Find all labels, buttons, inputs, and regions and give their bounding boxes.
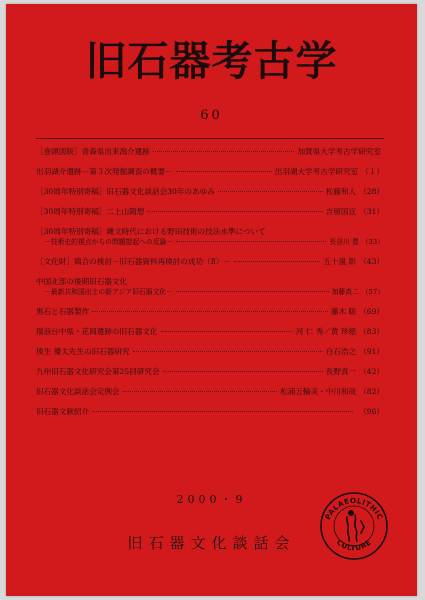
toc-entry-author: 白石浩之 [325,347,357,356]
toc-leader [176,171,272,172]
toc-entry [36,347,384,357]
toc-leader [218,191,323,192]
toc-entry-title: 九州旧石器文化研究会第25回研究会 [36,367,160,376]
toc-entry-author: 長野真一 [325,367,357,376]
toc-entry [36,207,384,217]
toc-entry-page: （42） [359,367,384,376]
seal-figure-icon [347,511,364,541]
toc-entry-subtitle: －最新共和国出土の新アジア旧石器文化－ [44,288,173,296]
toc-entry-author: 加賀県大学考古学研究室 [297,147,381,156]
toc-leader [163,371,323,372]
journal-title: 旧石器考古学 [85,37,338,85]
toc-entry-author: 松浦五輪美・中川和哉 [280,387,357,396]
toc-leader [133,351,323,352]
toc-entry [36,257,384,267]
toc-entry-title: ［30周年特別寄稿］縄文時代における野田技術の技法水準について [36,227,266,236]
toc-entry-title: 旧石器文化談話会定例会 [36,387,120,396]
toc-entry-author: 長谷川 豊 [329,238,359,246]
toc-entry-author: 藤木 聡 [330,307,357,316]
toc-entry [36,187,384,197]
toc-leader [123,391,278,392]
toc-entry [36,367,384,377]
toc-entry-page: （31） [359,207,384,216]
association-seal-logo [319,491,389,561]
toc-entry-page: （43） [359,257,384,266]
toc-entry-title: 瑞浪台中県・花岡遺跡の旧石器文化 [36,327,158,336]
toc-entry-title: 検生 優太先生の旧石器研究 [36,347,130,356]
toc-leader [234,261,320,262]
toc-entry-author: 河 仁 秀／黄 珍徳 [295,327,357,336]
toc-entry-title: 中国北部の後期旧石器文化 [36,277,128,286]
seal-text-top: PALAEOLITHIC [323,495,385,522]
toc-entry-title: 旧石器文献紹介 [36,407,90,416]
toc-entry-title: 出羽湖介遺跡－第３次発掘調査の概要－ [36,167,173,176]
toc-leader [92,311,328,312]
toc-entry-page: （91） [359,347,384,356]
toc-entry [36,227,384,247]
toc-entry-title: ［30周年特別寄稿］二上山随想 [36,207,145,216]
publisher-name: 旧石器文化談話会 [127,534,296,552]
toc-entry-page: （69） [359,307,384,316]
toc-entry-author: 吉留国宜 [325,207,357,216]
toc-entry [36,387,384,397]
toc-entry-subtitle: －技術史的視点からの問題提起への反論－ [44,238,174,246]
toc-entry-author: 加藤真二 [331,288,359,296]
toc-entry [36,167,384,177]
toc-leader [161,331,293,332]
toc-entry-page: （１） [361,167,384,176]
toc-entry-page: （82） [359,387,384,396]
issue-number: 60 [200,108,223,123]
seal-text-bottom: CULTURE [334,537,374,553]
toc-entry-page: （28） [359,187,384,196]
toc-entry [36,147,384,157]
toc-entry-page: （57） [361,288,384,296]
journal-cover [6,4,417,596]
toc-entry-title: 黒石と石器製作 [36,307,90,316]
toc-entry-title: ［巻頭図版］青森県出来潟介遺跡 [36,147,150,156]
toc-leader [147,211,322,212]
toc-entry-author: 出羽湖大学考古学研究室 [274,167,359,176]
toc-entry-title: ［文化財］鶏合の検討－旧石器資料再検討の成功（Ⅱ）－ [36,257,232,266]
toc-entry-author: 松藤和人 [325,187,357,196]
toc-leader [92,411,353,412]
toc-entry-page: （83） [359,327,384,336]
toc-leader [176,291,329,292]
toc-entry [36,407,384,417]
toc-entry-page: （33） [361,238,384,246]
toc-leader [153,151,295,152]
toc-entry-title: ［30周年特別寄稿］旧石器文化談話会30年のあゆみ [36,187,215,196]
toc-entry [36,327,384,337]
toc-leader [176,241,326,242]
toc-entry-author: 五十嵐 彰 [323,257,357,266]
publication-date: 2000・9 [176,493,247,506]
toc-entry [36,277,384,297]
toc-entry [36,307,384,317]
toc-entry-page: （96） [359,407,384,416]
table-of-contents [36,138,384,427]
